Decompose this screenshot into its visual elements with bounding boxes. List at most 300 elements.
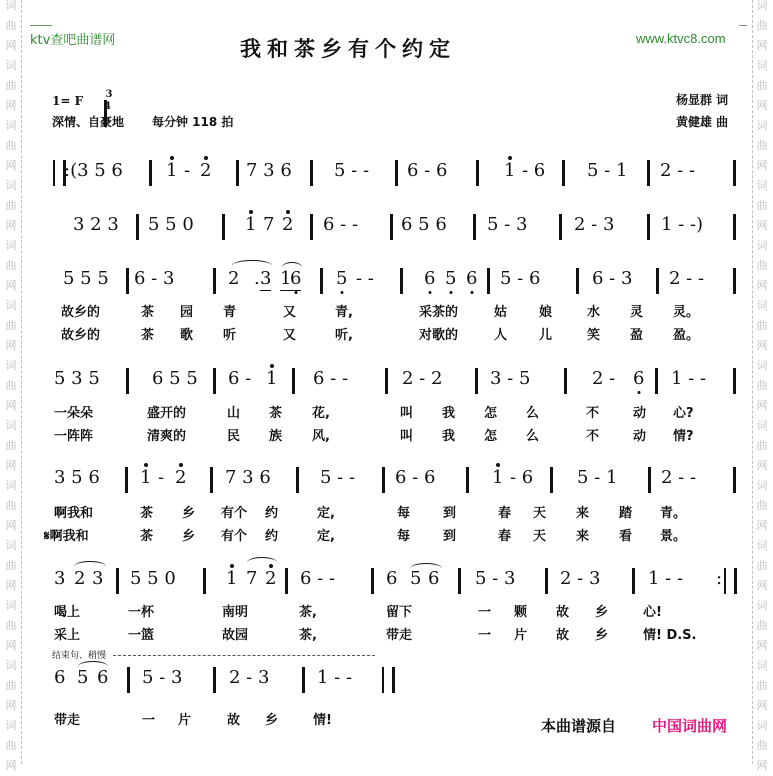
barline xyxy=(385,368,388,394)
lyric: 南明 xyxy=(222,605,249,620)
lyric: 么 xyxy=(526,406,540,421)
barline xyxy=(733,467,736,493)
lyric: 颗 xyxy=(514,605,528,620)
watermark-char: 词 xyxy=(5,359,17,372)
watermark-char: 曲 xyxy=(756,739,768,752)
lyric: 𝄋啊我和 xyxy=(44,529,89,544)
barline xyxy=(210,467,213,493)
lyric: 情! xyxy=(313,713,332,728)
lyric: 约 xyxy=(265,506,279,521)
watermark-char: 词 xyxy=(5,179,17,192)
watermark-char: 网 xyxy=(5,579,17,592)
watermark-char: 词 xyxy=(756,359,768,372)
lyric: 情? xyxy=(673,429,694,444)
note: 5 3 5 xyxy=(54,368,100,389)
lyric: 清爽的 xyxy=(147,429,187,444)
lyric: 一阵阵 xyxy=(54,429,94,444)
note: 6 - 6 xyxy=(407,160,448,181)
note: : xyxy=(716,568,723,589)
note: 1 xyxy=(266,368,278,389)
lyric: 心! xyxy=(643,605,662,620)
barline xyxy=(458,568,461,594)
watermark-char: 词 xyxy=(756,719,768,732)
watermark-char: 曲 xyxy=(5,499,17,512)
note: 6 xyxy=(424,268,436,289)
watermark-char: 词 xyxy=(756,59,768,72)
note: 1 xyxy=(280,268,292,289)
watermark-char: 曲 xyxy=(756,259,768,272)
watermark-char: 曲 xyxy=(5,739,17,752)
watermark-char: 曲 xyxy=(756,559,768,572)
barline xyxy=(559,214,562,240)
lyric: 盛开的 xyxy=(147,406,187,421)
note: 2 xyxy=(74,568,86,589)
lyric: 歌 xyxy=(180,328,194,343)
time-signature-top: 3 xyxy=(105,89,113,100)
barline xyxy=(310,160,313,186)
note: 1 xyxy=(140,467,152,488)
lyric: 来 xyxy=(576,529,590,544)
note: 7 3 6 xyxy=(246,160,292,181)
barline xyxy=(203,568,206,594)
lyric: 茶 xyxy=(140,506,154,521)
lyric: 姑 xyxy=(494,305,508,320)
lyric: 茶 xyxy=(141,305,155,320)
barline xyxy=(127,667,130,693)
note: 5 xyxy=(336,268,348,289)
barline xyxy=(126,368,129,394)
slur-mark xyxy=(410,563,442,574)
note: 5 5 0 xyxy=(130,568,176,589)
watermark-char: 曲 xyxy=(756,679,768,692)
lyric: 天 xyxy=(533,529,547,544)
lyric: 约 xyxy=(265,529,279,544)
barline xyxy=(320,268,323,294)
lyric: 对歌的 xyxy=(419,328,459,343)
barline xyxy=(213,268,216,294)
watermark-char: 词 xyxy=(5,0,17,12)
end-repeat-barline xyxy=(724,568,737,594)
watermark-char: 曲 xyxy=(756,439,768,452)
note: 1 xyxy=(226,568,238,589)
lyric: 一篮 xyxy=(128,628,155,643)
note: 3 xyxy=(260,268,272,289)
note: 1 xyxy=(504,160,516,181)
note: 5 xyxy=(445,268,457,289)
lyric: 青 xyxy=(223,305,237,320)
final-barline xyxy=(382,667,395,693)
barline xyxy=(564,368,567,394)
lyric: 采茶的 xyxy=(419,305,459,320)
note: 1 xyxy=(166,160,178,181)
note: 6 - xyxy=(228,368,252,389)
barline xyxy=(149,160,152,186)
note: :(3 5 6 xyxy=(64,160,123,181)
lyric: 动 xyxy=(633,429,647,444)
note: 6 xyxy=(466,268,478,289)
note: 2 - 3 xyxy=(574,214,615,235)
watermark-char: 曲 xyxy=(5,199,17,212)
lyric: 每 xyxy=(397,529,411,544)
barline xyxy=(136,214,139,240)
note: 1 xyxy=(492,467,504,488)
note: 5 5 5 xyxy=(63,268,109,289)
watermark-char: 曲 xyxy=(5,439,17,452)
watermark-char: 曲 xyxy=(5,679,17,692)
note: 5 - - xyxy=(320,467,356,488)
note: - 6 xyxy=(522,160,546,181)
barline xyxy=(116,568,119,594)
barline xyxy=(562,160,565,186)
barline xyxy=(550,467,553,493)
barline xyxy=(371,568,374,594)
note: 3 xyxy=(92,568,104,589)
lyric: 不 xyxy=(586,429,600,444)
coda-dashed-line xyxy=(113,655,375,656)
lyric: 春 xyxy=(498,529,512,544)
lyric: 我 xyxy=(442,406,456,421)
watermark-char: 网 xyxy=(5,699,17,712)
watermark-char: 词 xyxy=(756,659,768,672)
barline xyxy=(655,368,658,394)
site-left-link[interactable]: ktv查吧曲谱网 xyxy=(30,33,116,48)
lyric: 一朵朵 xyxy=(54,406,94,421)
barline xyxy=(222,214,225,240)
lyric: 片 xyxy=(178,713,192,728)
lyric: 带走 xyxy=(386,628,413,643)
watermark-char: 词 xyxy=(5,119,17,132)
barline xyxy=(292,368,295,394)
lyric: 水 xyxy=(587,305,601,320)
watermark-char: 网 xyxy=(756,699,768,712)
lyric: 盈 xyxy=(630,328,644,343)
note: 6 xyxy=(633,368,645,389)
watermark-char: 网 xyxy=(756,759,768,772)
lyric: 花, xyxy=(312,406,330,421)
lyric: 青。 xyxy=(660,506,687,521)
note: 6 - 6 xyxy=(395,467,436,488)
watermark-char: 网 xyxy=(756,639,768,652)
note: 1 - - xyxy=(317,667,353,688)
lyric: 乡 xyxy=(595,628,609,643)
watermark-char: 网 xyxy=(5,639,17,652)
time-signature xyxy=(104,89,114,112)
watermark-char: 网 xyxy=(756,219,768,232)
watermark-char: 曲 xyxy=(5,139,17,152)
site-right-link[interactable]: www.ktvc8.com xyxy=(636,31,726,46)
watermark-char: 词 xyxy=(5,719,17,732)
slur-mark xyxy=(247,557,277,568)
watermark-char: 曲 xyxy=(5,79,17,92)
barline xyxy=(475,368,478,394)
note: 1 - - xyxy=(671,368,707,389)
note: 7 3 6 xyxy=(225,467,271,488)
note: 2 xyxy=(175,467,187,488)
watermark-char: 曲 xyxy=(756,619,768,632)
lyric: 景。 xyxy=(660,529,687,544)
watermark-char: 网 xyxy=(756,399,768,412)
lyric: 有个 xyxy=(221,529,248,544)
watermark-char: 词 xyxy=(756,0,768,12)
watermark-char: 词 xyxy=(5,539,17,552)
watermark-char: 网 xyxy=(5,759,17,772)
left-dashed-divider xyxy=(21,0,22,764)
barline xyxy=(382,467,385,493)
lyric: 带走 xyxy=(54,713,81,728)
slur-mark xyxy=(282,262,302,273)
lyric: 一 xyxy=(142,713,156,728)
note: . xyxy=(254,268,260,289)
lyric: 定, xyxy=(317,529,335,544)
lyric: 儿 xyxy=(539,328,553,343)
watermark-char: 网 xyxy=(756,99,768,112)
note: 7 xyxy=(246,568,258,589)
watermark-char: 词 xyxy=(756,239,768,252)
barline xyxy=(126,268,129,294)
note: 3 5 6 xyxy=(54,467,100,488)
slur-mark xyxy=(78,661,108,672)
lyric: 族 xyxy=(269,429,283,444)
note: 6 xyxy=(97,667,109,688)
lyric: 一 xyxy=(478,628,492,643)
note: 5 - 6 xyxy=(500,268,541,289)
page-title: 我和茶乡有个约定 xyxy=(240,37,456,61)
barline xyxy=(302,667,305,693)
note: 2 xyxy=(265,568,277,589)
watermark-char: 词 xyxy=(756,299,768,312)
watermark-char: 曲 xyxy=(5,259,17,272)
lyric: 来 xyxy=(576,506,590,521)
watermark-char: 词 xyxy=(756,119,768,132)
barline xyxy=(733,214,736,240)
watermark-char: 曲 xyxy=(5,319,17,332)
watermark-char: 词 xyxy=(756,539,768,552)
barline xyxy=(310,214,313,240)
composer-credit: 黄健雄 曲 xyxy=(676,115,729,129)
lyric: 每 xyxy=(397,506,411,521)
watermark-char: 曲 xyxy=(756,19,768,32)
lyric: 怎 xyxy=(484,429,498,444)
watermark-char: 网 xyxy=(5,279,17,292)
note: 2 xyxy=(282,214,294,235)
lyric: 么 xyxy=(526,429,540,444)
note: 2 - 3 xyxy=(229,667,270,688)
lyric: 又 xyxy=(283,305,297,320)
watermark-char: 网 xyxy=(5,519,17,532)
lyric: 茶, xyxy=(299,628,317,643)
watermark-char: 网 xyxy=(756,579,768,592)
lyric: 人 xyxy=(494,328,508,343)
note: 2 - - xyxy=(660,160,696,181)
barline xyxy=(213,368,216,394)
watermark-char: 曲 xyxy=(5,559,17,572)
note: - 6 xyxy=(510,467,534,488)
lyric: 一 xyxy=(478,605,492,620)
watermark-char: 曲 xyxy=(756,139,768,152)
source-site-link[interactable]: 中国词曲网 xyxy=(652,717,728,735)
watermark-char: 词 xyxy=(756,599,768,612)
note: 6 xyxy=(428,568,440,589)
site-left-rule xyxy=(30,25,52,26)
lyric: 叫 xyxy=(400,406,414,421)
watermark-char: 网 xyxy=(756,279,768,292)
watermark-char: 词 xyxy=(756,419,768,432)
note: 7 xyxy=(263,214,275,235)
lyric: 到 xyxy=(443,506,457,521)
note: 3 xyxy=(54,568,66,589)
note: 2 xyxy=(228,268,240,289)
barline xyxy=(400,268,403,294)
lyric: 心? xyxy=(673,406,694,421)
lyric: 喝上 xyxy=(54,605,81,620)
watermark-char: 曲 xyxy=(5,379,17,392)
watermark-char: 曲 xyxy=(756,199,768,212)
lyric: 园 xyxy=(180,305,194,320)
watermark-char: 网 xyxy=(5,39,17,52)
barline xyxy=(213,667,216,693)
lyricist-credit: 杨显群 词 xyxy=(676,93,729,107)
watermark-char: 网 xyxy=(756,159,768,172)
note: 2 - 2 xyxy=(402,368,443,389)
lyric: 听, xyxy=(335,328,353,343)
watermark-char: 网 xyxy=(5,219,17,232)
note: 3 2 3 xyxy=(73,214,119,235)
lyric: 茶, xyxy=(299,605,317,620)
lyric: 有个 xyxy=(221,506,248,521)
lyric: 故园 xyxy=(222,628,249,643)
lyric: 天 xyxy=(533,506,547,521)
barline xyxy=(296,467,299,493)
note: 6 - 3 xyxy=(592,268,633,289)
lyric: 青, xyxy=(335,305,353,320)
note: 5 5 0 xyxy=(148,214,194,235)
lyric: 春 xyxy=(498,506,512,521)
lyric: 片 xyxy=(514,628,528,643)
note: - xyxy=(158,467,165,488)
note: 1 - -) xyxy=(661,214,704,235)
note: 6 - - xyxy=(300,568,336,589)
watermark-char: 曲 xyxy=(5,619,17,632)
lyric: 风, xyxy=(312,429,330,444)
lyric: 动 xyxy=(633,406,647,421)
note: 5 - 3 xyxy=(142,667,183,688)
watermark-char: 网 xyxy=(756,339,768,352)
lyric: 盈。 xyxy=(673,328,700,343)
barline xyxy=(648,467,651,493)
lyric: 乡 xyxy=(595,605,609,620)
note: 6 xyxy=(290,268,302,289)
watermark-char: 网 xyxy=(5,339,17,352)
lyric: 乡 xyxy=(182,506,196,521)
note: 2 - 3 xyxy=(560,568,601,589)
lyric: 茶 xyxy=(269,406,283,421)
note: 5 xyxy=(77,667,89,688)
barline xyxy=(545,568,548,594)
lyric: 民 xyxy=(227,429,241,444)
barline xyxy=(647,214,650,240)
note: 6 - - xyxy=(313,368,349,389)
note: 2 - xyxy=(592,368,616,389)
watermark-char: 网 xyxy=(5,399,17,412)
watermark-char: 曲 xyxy=(756,319,768,332)
lyric: 踏 xyxy=(619,506,633,521)
slur-mark xyxy=(74,561,106,572)
note: - - xyxy=(356,268,374,289)
watermark-char: 网 xyxy=(756,519,768,532)
watermark-char: 网 xyxy=(756,459,768,472)
source-label: 本曲谱源自 xyxy=(541,717,617,735)
time-signature-bottom: 4 xyxy=(104,100,107,127)
site-right-rule xyxy=(739,25,747,26)
barline xyxy=(390,214,393,240)
lyric: 定, xyxy=(317,506,335,521)
note: 2 xyxy=(200,160,212,181)
lyric: 采上 xyxy=(54,628,81,643)
lyric: 看 xyxy=(619,529,633,544)
lyric: 一杯 xyxy=(128,605,155,620)
lyric: 怎 xyxy=(484,406,498,421)
barline xyxy=(125,467,128,493)
watermark-char: 曲 xyxy=(756,379,768,392)
lyric: 听 xyxy=(223,328,237,343)
note: 1 xyxy=(245,214,257,235)
barline xyxy=(236,160,239,186)
watermark-char: 词 xyxy=(5,479,17,492)
lyric: 山 xyxy=(227,406,241,421)
lyric: 到 xyxy=(443,529,457,544)
lyric: 茶 xyxy=(141,328,155,343)
lyric: 情! D.S. xyxy=(643,628,697,643)
lyric: 故 xyxy=(556,605,570,620)
slur-mark xyxy=(232,260,272,271)
watermark-char: 曲 xyxy=(756,79,768,92)
watermark-char: 词 xyxy=(756,179,768,192)
lyric: 啊我和 xyxy=(54,506,94,521)
barline xyxy=(632,568,635,594)
note: 6 5 6 xyxy=(401,214,447,235)
watermark-char: 网 xyxy=(756,39,768,52)
barline xyxy=(576,268,579,294)
watermark-char: 词 xyxy=(5,659,17,672)
note: 6 - - xyxy=(323,214,359,235)
lyric: 叫 xyxy=(400,429,414,444)
note: 5 xyxy=(410,568,422,589)
lyric: 灵 xyxy=(630,305,644,320)
tempo-marking: 每分钟 118 拍 xyxy=(152,115,234,129)
watermark-char: 网 xyxy=(5,99,17,112)
barline xyxy=(656,268,659,294)
note: 2 - - xyxy=(661,467,697,488)
barline xyxy=(473,214,476,240)
note: 3 - 5 xyxy=(490,368,531,389)
barline xyxy=(466,467,469,493)
note: 5 - 3 xyxy=(475,568,516,589)
note: 1 - - xyxy=(648,568,684,589)
lyric: 茶 xyxy=(140,529,154,544)
lyric: 不 xyxy=(586,406,600,421)
lyric: 笑 xyxy=(587,328,601,343)
note: 6 xyxy=(54,667,66,688)
note: 5 - 3 xyxy=(487,214,528,235)
expression-marking: 深情、自豪地 xyxy=(52,115,125,129)
lyric: 娘 xyxy=(539,305,553,320)
coda-label: 结束句、稍慢 xyxy=(52,651,107,661)
watermark-char: 曲 xyxy=(5,19,17,32)
note: 5 - 1 xyxy=(587,160,628,181)
lyric: 我 xyxy=(442,429,456,444)
watermark-char: 词 xyxy=(5,59,17,72)
watermark-char: 词 xyxy=(5,599,17,612)
